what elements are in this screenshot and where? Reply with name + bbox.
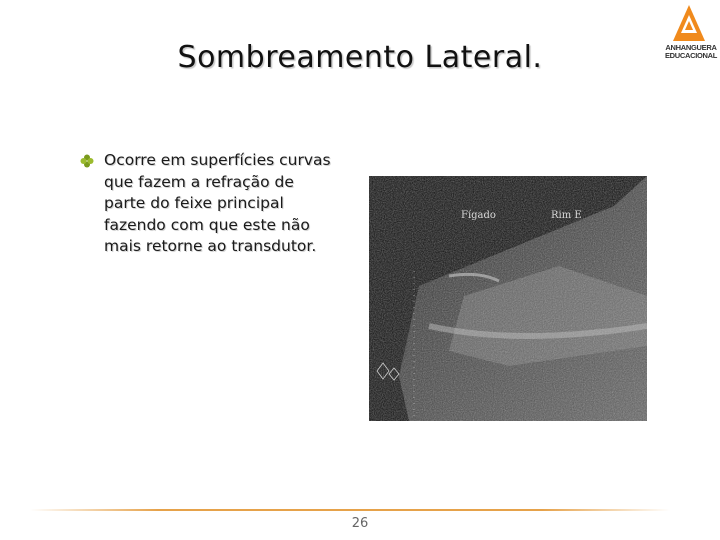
logo-line-1: ANHANGUERA [665,43,717,52]
slide-title: Sombreamento Lateral. [177,40,543,75]
page-number: 26 [351,516,369,531]
footer-divider [30,507,670,513]
logo-line-2: EDUCACIONAL [664,51,718,60]
label-rim: Rim E [551,210,582,221]
bullet-text: Ocorre em superfícies curvas que fazem a refração de parte do feixe principal fazendo com que este não mais retorne ao transdutor. [104,151,331,255]
ultrasound-scan-graphic [369,176,647,421]
label-figado: Fígado [461,210,496,221]
triangle-logo-icon [672,4,706,42]
diamond-bullet-icon [80,154,94,168]
ultrasound-image [369,176,647,421]
